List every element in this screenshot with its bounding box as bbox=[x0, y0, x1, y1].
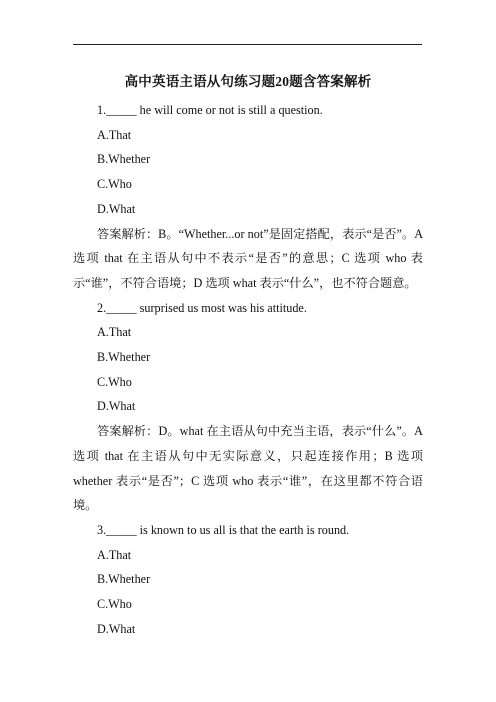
question-3-option-b: B.Whether bbox=[97, 572, 151, 587]
question-3-stem: 3._____ is known to us all is that the earth is round. bbox=[97, 522, 350, 537]
question-3-option-d: D.What bbox=[97, 621, 136, 636]
question-2-option-a: A.That bbox=[97, 325, 132, 340]
document-body bbox=[73, 98, 423, 641]
question-2-option-c: C.Who bbox=[97, 374, 132, 389]
question-1-option-a: A.That bbox=[97, 127, 132, 142]
question-2-option-d: D.What bbox=[97, 399, 136, 414]
question-2-option-b: B.Whether bbox=[97, 350, 151, 365]
question-1-stem: 1._____ he will come or not is still a question. bbox=[97, 103, 323, 117]
question-3-option-a: A.That bbox=[97, 547, 132, 562]
question-1-option-b: B.Whether bbox=[97, 152, 151, 167]
page-title: 高中英语主语从句练习题20题含答案解析 bbox=[124, 74, 372, 89]
question-2-answer: 答案解析：D。what 在主语从句中充当主语，表示“什么”。A 选项 that 在主语从句中无实际意义，只起连接作用；B 选项 whether 表示“是否”；C 选项 who 表示“谁”，在这里都不符合语境。 bbox=[73, 424, 423, 513]
question-2-stem: 2._____ surprised us most was his attitude. bbox=[97, 300, 307, 315]
header-rule bbox=[73, 44, 422, 45]
question-1-option-d: D.What bbox=[97, 201, 136, 216]
question-3-option-c: C.Who bbox=[97, 597, 132, 612]
question-1-option-c: C.Who bbox=[97, 177, 132, 192]
question-1-answer: 答案解析：B。“Whether...or not”是固定搭配，表示“是否”。A 选项 that 在主语从句中不表示“是否”的意思；C 选项 who 表示“谁”，不符合语境；D 选项 what 表示“什么”，也不符合题意。 bbox=[73, 226, 423, 290]
